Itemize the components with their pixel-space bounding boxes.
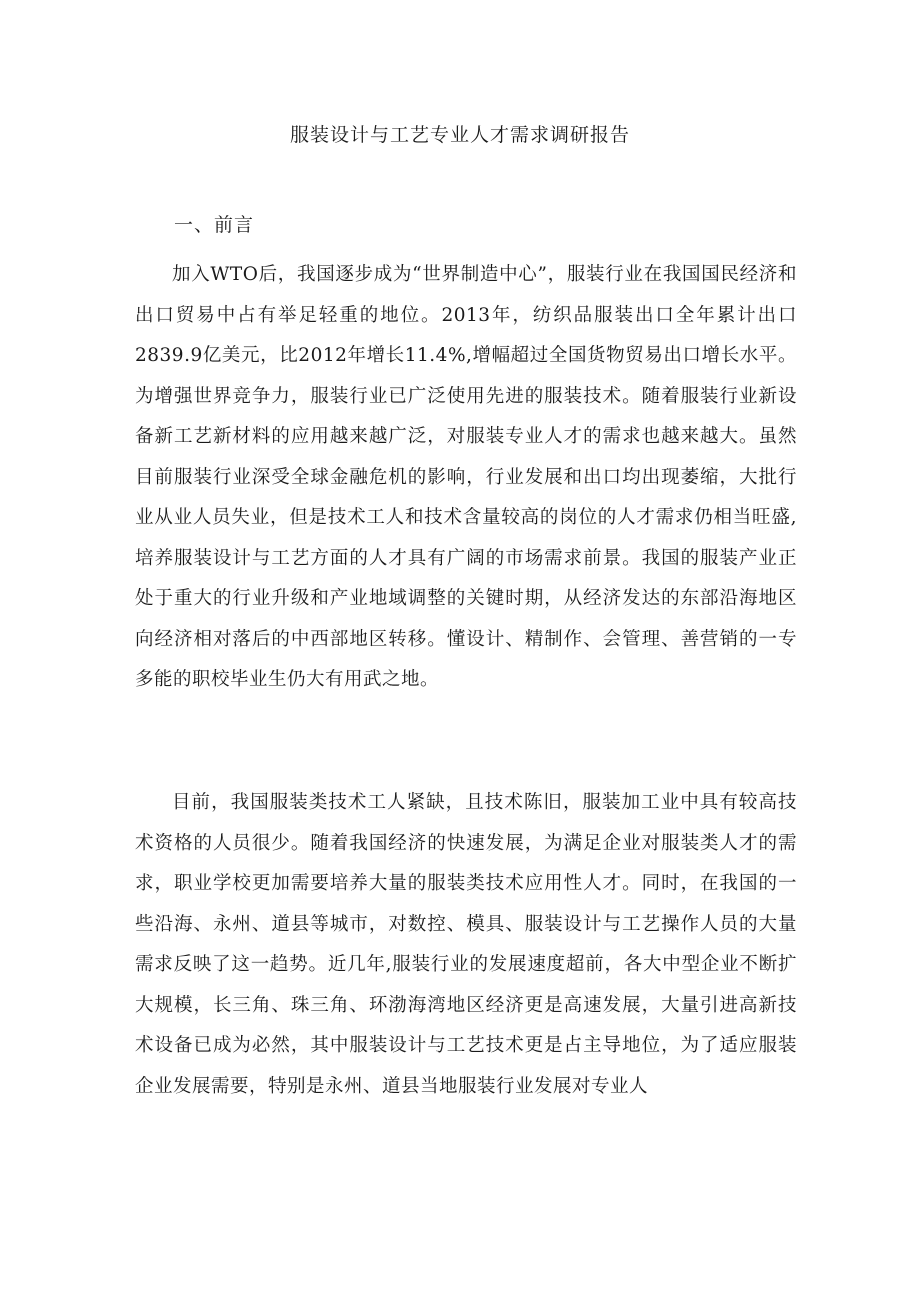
paragraph: 加入WTO后，我国逐步成为“世界制造中心”，服装行业在我国国民经济和出口贸易中占有举足轻重的地位。2013年，纺织品服装出口全年累计出口2839.9亿美元，比2012年增长11.4%,增幅超过全国货物贸易出口增长水平。为增强世界竞争力，服装行业已广泛使用先进的服装技术。随着服装行业新设备新工艺新材料的应用越来越广泛，对服装专业人才的需求也越来越大。虽然目前服装行业深受全球金融危机的影响，行业发展和出口均出现萎缩，大批行业从业人员失业，但是技术工人和技术含量较高的岗位的人才需求仍相当旺盛,培养服装设计与工艺方面的人才具有广阔的市场需求前景。我国的服装产业正处于重大的行业升级和产业地域调整的关键时期，从经济发达的东部沿海地区向经济相对落后的中西部地区转移。懂设计、精制作、会管理、善营销的一专多能的职校毕业生仍大有用武之地。 [135, 264, 797, 690]
document-title: 服装设计与工艺专业人才需求调研报告 [289, 124, 630, 146]
section-heading-preface: 一、前言 [174, 214, 255, 236]
paragraph: 目前，我国服装类技术工人紧缺，且技术陈旧，服装加工业中具有较高技术资格的人员很少。随着我国经济的快速发展，为满足企业对服装类人才的需求，职业学校更加需要培养大量的服装类技术应用性人才。同时，在我国的一些沿海、永州、道县等城市，对数控、模具、服装设计与工艺操作人员的大量需求反映了这一趋势。近几年,服装行业的发展速度超前，各大中型企业不断扩大规模，长三角、珠三角、环渤海湾地区经济更是高速发展，大量引进高新技术设备已成为必然，其中服装设计与工艺技术更是占主导地位，为了适应服装企业发展需要，特别是永州、道县当地服装行业发展对专业人 [135, 792, 797, 1097]
